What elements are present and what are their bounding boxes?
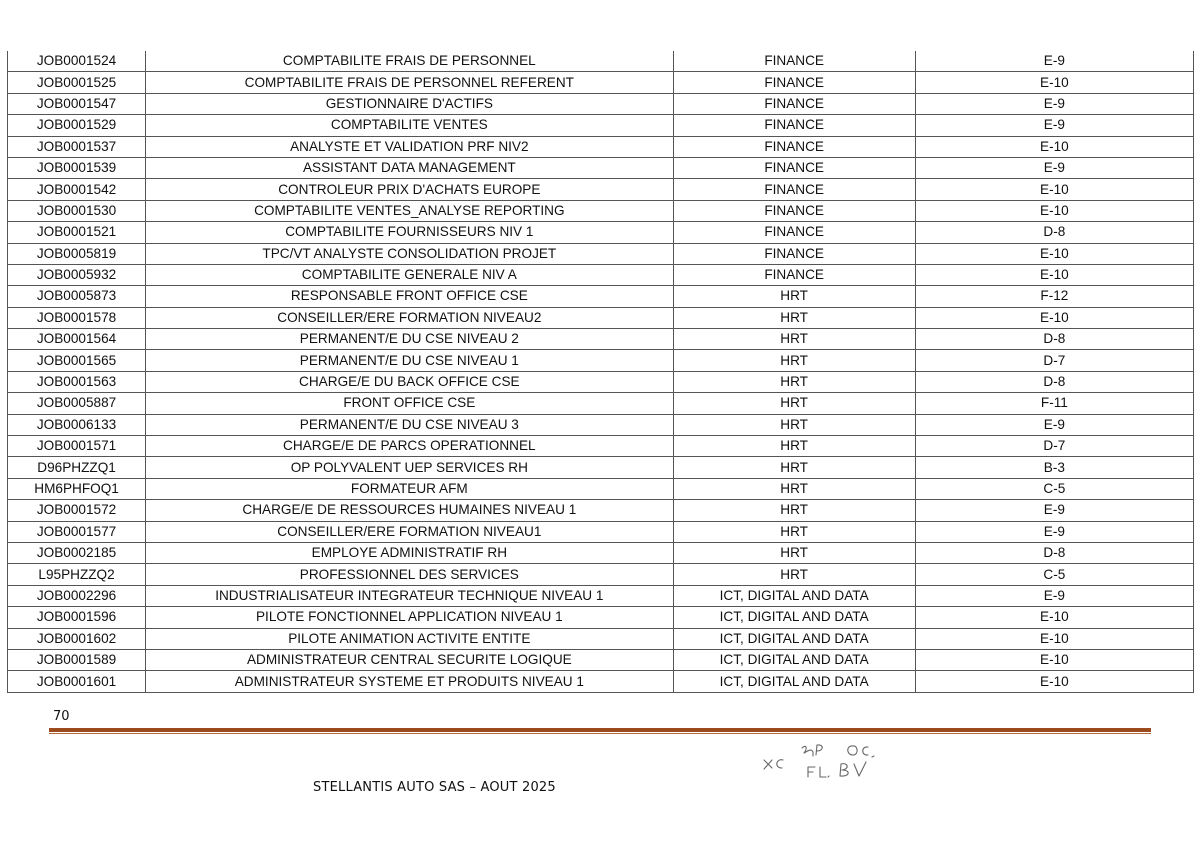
job-grade-table [7, 51, 1194, 693]
job-grade-cell: E-9 [915, 585, 1193, 606]
handwritten-initials [758, 740, 893, 790]
job-code-cell: JOB0005873 [8, 286, 146, 307]
job-family-cell: FINANCE [673, 51, 915, 72]
job-title-cell: GESTIONNAIRE D'ACTIFS [146, 93, 673, 114]
table-row [8, 649, 1194, 670]
job-grade-cell: E-9 [915, 115, 1193, 136]
job-family-cell: HRT [673, 414, 915, 435]
job-grade-cell: E-10 [915, 307, 1193, 328]
job-family-cell: FINANCE [673, 179, 915, 200]
job-grade-cell: E-10 [915, 200, 1193, 221]
job-title-cell: OP POLYVALENT UEP SERVICES RH [146, 457, 673, 478]
job-grade-cell: E-10 [915, 136, 1193, 157]
job-family-cell: ICT, DIGITAL AND DATA [673, 671, 915, 692]
job-code-cell: JOB0001539 [8, 157, 146, 178]
job-grade-cell: D-7 [915, 436, 1193, 457]
job-family-cell: HRT [673, 500, 915, 521]
job-code-cell: JOB0001589 [8, 649, 146, 670]
job-code-cell: JOB0001542 [8, 179, 146, 200]
job-code-cell: HM6PHFOQ1 [8, 478, 146, 499]
job-title-cell: COMPTABILITE VENTES_ANALYSE REPORTING [146, 200, 673, 221]
job-grade-cell: E-9 [915, 414, 1193, 435]
job-grade-cell: E-9 [915, 93, 1193, 114]
job-title-cell: CHARGE/E DU BACK OFFICE CSE [146, 371, 673, 392]
job-title-cell: COMPTABILITE FOURNISSEURS NIV 1 [146, 222, 673, 243]
table-row [8, 585, 1194, 606]
job-code-cell: JOB0005887 [8, 393, 146, 414]
job-title-cell: CHARGE/E DE PARCS OPERATIONNEL [146, 436, 673, 457]
table-row [8, 157, 1194, 178]
job-family-cell: FINANCE [673, 243, 915, 264]
job-code-cell: JOB0001524 [8, 51, 146, 72]
job-family-cell: HRT [673, 350, 915, 371]
job-title-cell: COMPTABILITE GENERALE NIV A [146, 264, 673, 285]
job-family-cell: FINANCE [673, 72, 915, 93]
table-row [8, 521, 1194, 542]
table-row [8, 607, 1194, 628]
job-family-cell: HRT [673, 564, 915, 585]
job-title-cell: INDUSTRIALISATEUR INTEGRATEUR TECHNIQUE NIVEAU 1 [146, 585, 673, 606]
table-row [8, 115, 1194, 136]
footer-rule-thin [49, 733, 1151, 734]
job-grade-cell: D-8 [915, 371, 1193, 392]
job-code-cell: JOB0001525 [8, 72, 146, 93]
job-code-cell: JOB0002185 [8, 542, 146, 563]
table-row [8, 457, 1194, 478]
job-grade-cell: D-8 [915, 329, 1193, 350]
job-title-cell: TPC/VT ANALYSTE CONSOLIDATION PROJET [146, 243, 673, 264]
job-code-cell: JOB0001565 [8, 350, 146, 371]
job-family-cell: HRT [673, 436, 915, 457]
table-row [8, 500, 1194, 521]
job-code-cell: JOB0005932 [8, 264, 146, 285]
table-row [8, 478, 1194, 499]
job-title-cell: CONSEILLER/ERE FORMATION NIVEAU2 [146, 307, 673, 328]
job-code-cell: JOB0001571 [8, 436, 146, 457]
table-row [8, 350, 1194, 371]
job-title-cell: FORMATEUR AFM [146, 478, 673, 499]
table-row [8, 329, 1194, 350]
job-code-cell: JOB0001596 [8, 607, 146, 628]
job-title-cell: PROFESSIONNEL DES SERVICES [146, 564, 673, 585]
job-title-cell: CONTROLEUR PRIX D'ACHATS EUROPE [146, 179, 673, 200]
job-family-cell: HRT [673, 521, 915, 542]
job-title-cell: ADMINISTRATEUR SYSTEME ET PRODUITS NIVEAU 1 [146, 671, 673, 692]
job-family-cell: HRT [673, 542, 915, 563]
job-grade-cell: E-10 [915, 671, 1193, 692]
job-family-cell: HRT [673, 393, 915, 414]
job-title-cell: PILOTE ANIMATION ACTIVITE ENTITE [146, 628, 673, 649]
job-grade-cell: C-5 [915, 478, 1193, 499]
table-row [8, 671, 1194, 692]
job-family-cell: HRT [673, 329, 915, 350]
job-code-cell: JOB0005819 [8, 243, 146, 264]
table-row [8, 564, 1194, 585]
table-row [8, 628, 1194, 649]
job-title-cell: CONSEILLER/ERE FORMATION NIVEAU1 [146, 521, 673, 542]
initials-scribble-icon [758, 740, 893, 790]
job-title-cell: PERMANENT/E DU CSE NIVEAU 2 [146, 329, 673, 350]
job-grade-cell: B-3 [915, 457, 1193, 478]
table-row [8, 72, 1194, 93]
job-family-cell: FINANCE [673, 115, 915, 136]
job-grade-cell: E-10 [915, 179, 1193, 200]
job-grade-cell: E-10 [915, 243, 1193, 264]
job-grade-cell: E-10 [915, 264, 1193, 285]
table-row [8, 264, 1194, 285]
job-family-cell: ICT, DIGITAL AND DATA [673, 585, 915, 606]
job-title-cell: RESPONSABLE FRONT OFFICE CSE [146, 286, 673, 307]
job-code-cell: JOB0001529 [8, 115, 146, 136]
job-family-cell: HRT [673, 307, 915, 328]
job-family-cell: HRT [673, 478, 915, 499]
job-code-cell: JOB0001563 [8, 371, 146, 392]
table-row [8, 243, 1194, 264]
page-number: 70 [53, 709, 70, 724]
table-row [8, 93, 1194, 114]
job-code-cell: JOB0001521 [8, 222, 146, 243]
job-code-cell: L95PHZZQ2 [8, 564, 146, 585]
table-row [8, 371, 1194, 392]
job-code-cell: JOB0001530 [8, 200, 146, 221]
job-grade-cell: E-10 [915, 607, 1193, 628]
job-rows [8, 51, 1194, 692]
job-title-cell: COMPTABILITE VENTES [146, 115, 673, 136]
job-code-cell: JOB0001564 [8, 329, 146, 350]
job-grade-cell: D-8 [915, 542, 1193, 563]
job-grade-cell: E-10 [915, 72, 1193, 93]
table-row [8, 393, 1194, 414]
job-family-cell: HRT [673, 371, 915, 392]
table-row [8, 222, 1194, 243]
job-grade-cell: E-9 [915, 521, 1193, 542]
job-grade-cell: E-9 [915, 51, 1193, 72]
table-row [8, 200, 1194, 221]
job-code-cell: JOB0001577 [8, 521, 146, 542]
job-code-cell: JOB0001537 [8, 136, 146, 157]
table-row [8, 414, 1194, 435]
job-title-cell: COMPTABILITE FRAIS DE PERSONNEL REFERENT [146, 72, 673, 93]
table-row [8, 307, 1194, 328]
table-row [8, 286, 1194, 307]
job-code-cell: JOB0001572 [8, 500, 146, 521]
table-row [8, 51, 1194, 72]
job-title-cell: ASSISTANT DATA MANAGEMENT [146, 157, 673, 178]
job-grade-cell: D-8 [915, 222, 1193, 243]
table-row [8, 136, 1194, 157]
job-family-cell: FINANCE [673, 264, 915, 285]
footer-rule [49, 728, 1151, 732]
job-family-cell: HRT [673, 286, 915, 307]
job-grade-cell: D-7 [915, 350, 1193, 371]
job-title-cell: COMPTABILITE FRAIS DE PERSONNEL [146, 51, 673, 72]
job-family-cell: FINANCE [673, 222, 915, 243]
job-title-cell: CHARGE/E DE RESSOURCES HUMAINES NIVEAU 1 [146, 500, 673, 521]
job-family-cell: ICT, DIGITAL AND DATA [673, 607, 915, 628]
job-grade-cell: E-9 [915, 157, 1193, 178]
job-grade-cell: F-12 [915, 286, 1193, 307]
job-grade-cell: E-10 [915, 628, 1193, 649]
job-title-cell: EMPLOYE ADMINISTRATIF RH [146, 542, 673, 563]
footer-company: STELLANTIS AUTO SAS – AOUT 2025 [313, 780, 556, 795]
job-grade-cell: C-5 [915, 564, 1193, 585]
job-grade-cell: F-11 [915, 393, 1193, 414]
job-title-cell: FRONT OFFICE CSE [146, 393, 673, 414]
job-family-cell: FINANCE [673, 93, 915, 114]
job-code-cell: JOB0001578 [8, 307, 146, 328]
table-row [8, 436, 1194, 457]
job-code-cell: JOB0001547 [8, 93, 146, 114]
table-row [8, 179, 1194, 200]
job-title-cell: ANALYSTE ET VALIDATION PRF NIV2 [146, 136, 673, 157]
table-row [8, 542, 1194, 563]
job-family-cell: ICT, DIGITAL AND DATA [673, 628, 915, 649]
job-title-cell: PERMANENT/E DU CSE NIVEAU 1 [146, 350, 673, 371]
job-code-cell: D96PHZZQ1 [8, 457, 146, 478]
job-code-cell: JOB0001602 [8, 628, 146, 649]
job-grade-cell: E-9 [915, 500, 1193, 521]
job-family-cell: FINANCE [673, 136, 915, 157]
job-family-cell: ICT, DIGITAL AND DATA [673, 649, 915, 670]
job-grade-cell: E-10 [915, 649, 1193, 670]
job-code-cell: JOB0006133 [8, 414, 146, 435]
job-title-cell: ADMINISTRATEUR CENTRAL SECURITE LOGIQUE [146, 649, 673, 670]
job-code-cell: JOB0001601 [8, 671, 146, 692]
job-family-cell: FINANCE [673, 157, 915, 178]
job-title-cell: PERMANENT/E DU CSE NIVEAU 3 [146, 414, 673, 435]
job-family-cell: HRT [673, 457, 915, 478]
job-code-cell: JOB0002296 [8, 585, 146, 606]
job-family-cell: FINANCE [673, 200, 915, 221]
job-title-cell: PILOTE FONCTIONNEL APPLICATION NIVEAU 1 [146, 607, 673, 628]
